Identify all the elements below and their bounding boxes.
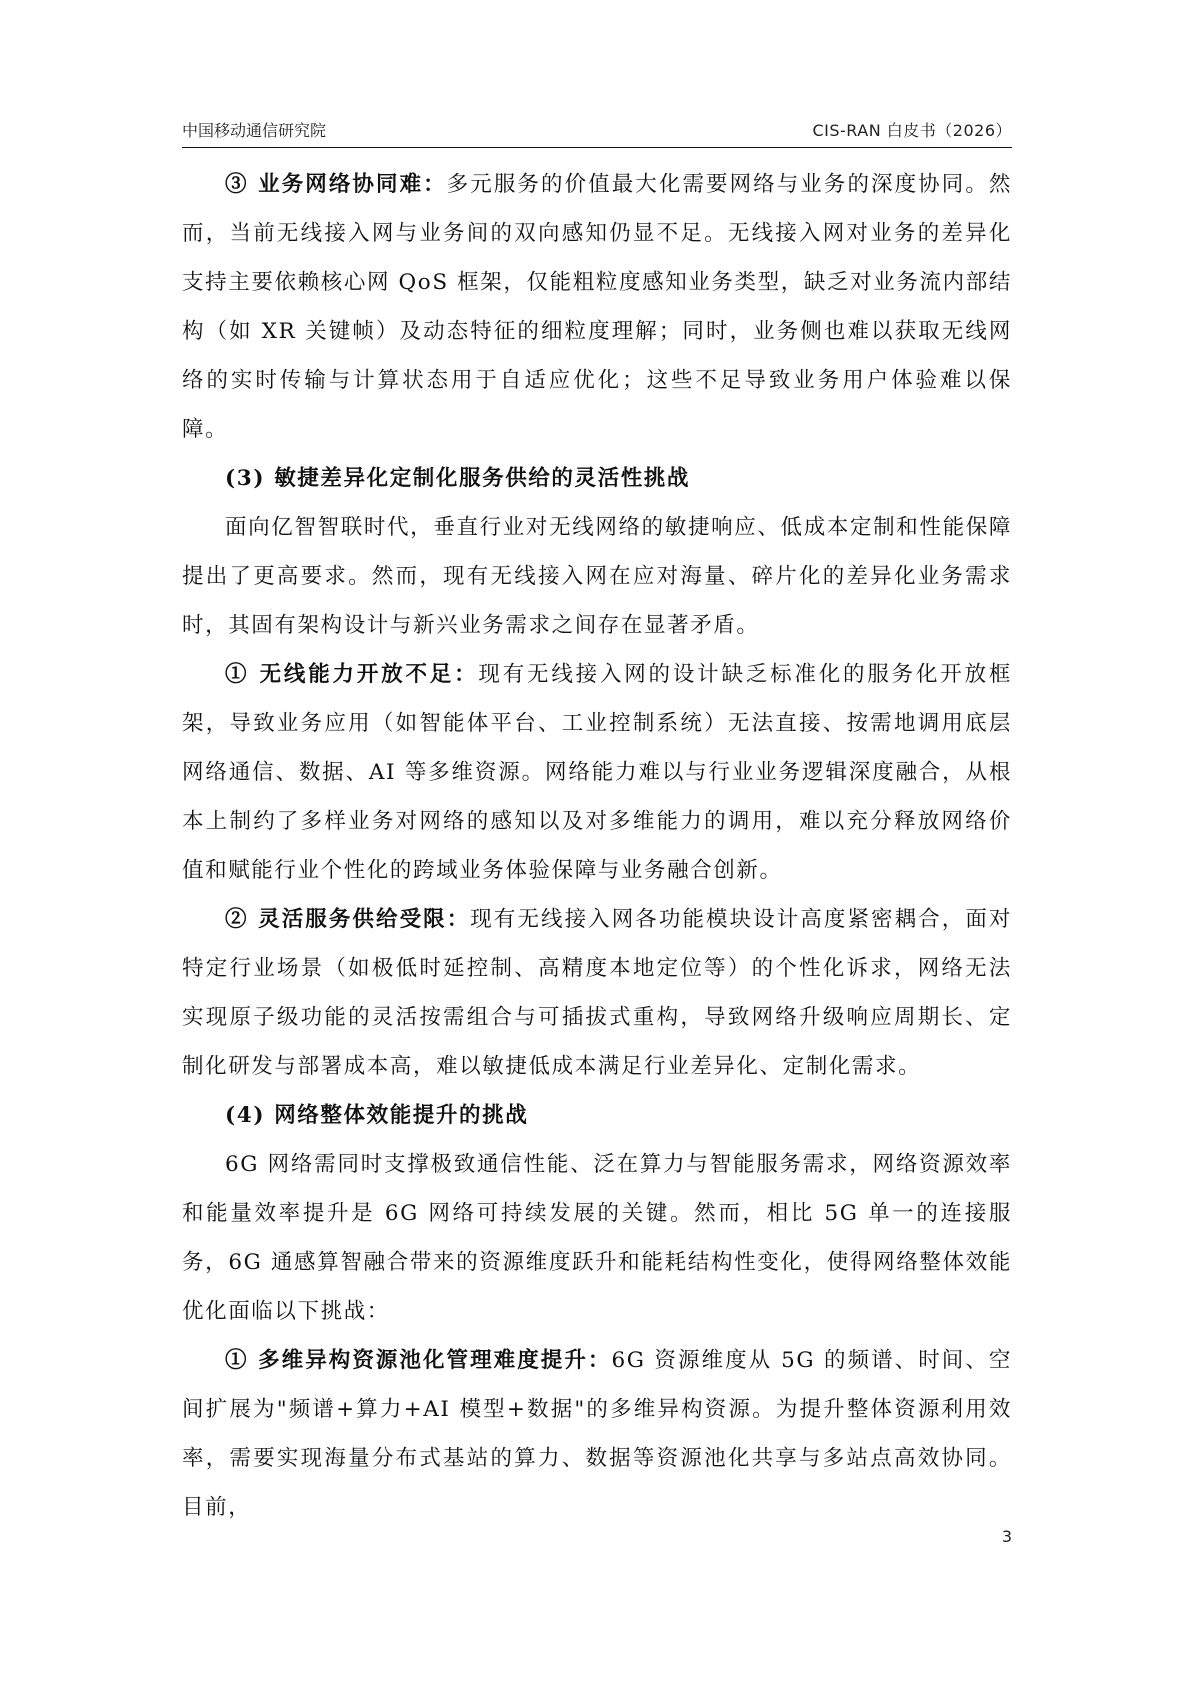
section-heading-4: (4) 网络整体效能提升的挑战 xyxy=(225,1103,529,1128)
section-heading-3: (3) 敏捷差异化定制化服务供给的灵活性挑战 xyxy=(225,466,690,491)
paragraph-text: 多元服务的价值最大化需要网络与业务的深度协同。然而，当前无线接入网与业务间的双向感知仍显不足。无线接入网对业务的差异化支持主要依赖核心网 QoS 框架，仅能粗粒度感知业务类型，缺乏对业务流内部结构（如 XR 关键帧）及动态特征的细粒度理解；同时，业务侧也难以获取无线网络的实时传输与计算状态用于自适应优化；这些不足导致业务用户体验难以保障。 xyxy=(182,172,1012,442)
header-organization: 中国移动通信研究院 xyxy=(182,121,327,140)
paragraph-lead: ③ 业务网络协同难： xyxy=(225,172,447,197)
header-document-title: CIS-RAN 白皮书（2026） xyxy=(812,121,1012,140)
body-text xyxy=(182,160,1012,1532)
paragraph-text: 现有无线接入网的设计缺乏标准化的服务化开放框架，导致业务应用（如智能体平台、工业控制系统）无法直接、按需地调用底层网络通信、数据、AI 等多维资源。网络能力难以与行业业务逻辑深度融合，从根本上制约了多样业务对网络的感知以及对多维能力的调用，难以充分释放网络价值和赋能行业个性化的跨域业务体验保障与业务融合创新。 xyxy=(182,662,1012,883)
paragraph-text: 现有无线接入网各功能模块设计高度紧密耦合，面对特定行业场景（如极低时延控制、高精度本地定位等）的个性化诉求，网络无法实现原子级功能的灵活按需组合与可插拔式重构，导致网络升级响应周期长、定制化研发与部署成本高，难以敏捷低成本满足行业差异化、定制化需求。 xyxy=(182,907,1012,1079)
paragraph-lead: ① 无线能力开放不足： xyxy=(225,662,479,687)
paragraph-service-network-synergy xyxy=(182,160,1012,454)
paragraph-lead: ② 灵活服务供给受限： xyxy=(225,907,471,932)
header-divider xyxy=(182,147,1012,148)
paragraph-intro-3: 面向亿智智联时代，垂直行业对无线网络的敏捷响应、低成本定制和性能保障提出了更高要求。然而，现有无线接入网在应对海量、碎片化的差异化业务需求时，其固有架构设计与新兴业务需求之间存在显著矛盾。 xyxy=(182,515,1012,638)
paragraph-capability-exposure xyxy=(182,650,1012,895)
page-header xyxy=(182,118,1012,142)
paragraph-text: 6G 资源维度从 5G 的频谱、时间、空间扩展为"频谱+算力+AI 模型+数据"的多维异构资源。为提升整体资源利用效率，需要实现海量分布式基站的算力、数据等资源池化共享与多站点高效协同。目前， xyxy=(182,1348,1013,1520)
paragraph-lead: ① 多维异构资源池化管理难度提升： xyxy=(225,1348,612,1373)
page-number: 3 xyxy=(1001,1527,1012,1546)
paragraph-resource-pooling xyxy=(182,1336,1012,1532)
paragraph-intro-4: 6G 网络需同时支撑极致通信性能、泛在算力与智能服务需求，网络资源效率和能量效率提升是 6G 网络可持续发展的关键。然而，相比 5G 单一的连接服务，6G 通感算智融合带来的资源维度跃升和能耗结构性变化，使得网络整体效能优化面临以下挑战： xyxy=(182,1152,1012,1324)
paragraph-flexible-service xyxy=(182,895,1012,1091)
